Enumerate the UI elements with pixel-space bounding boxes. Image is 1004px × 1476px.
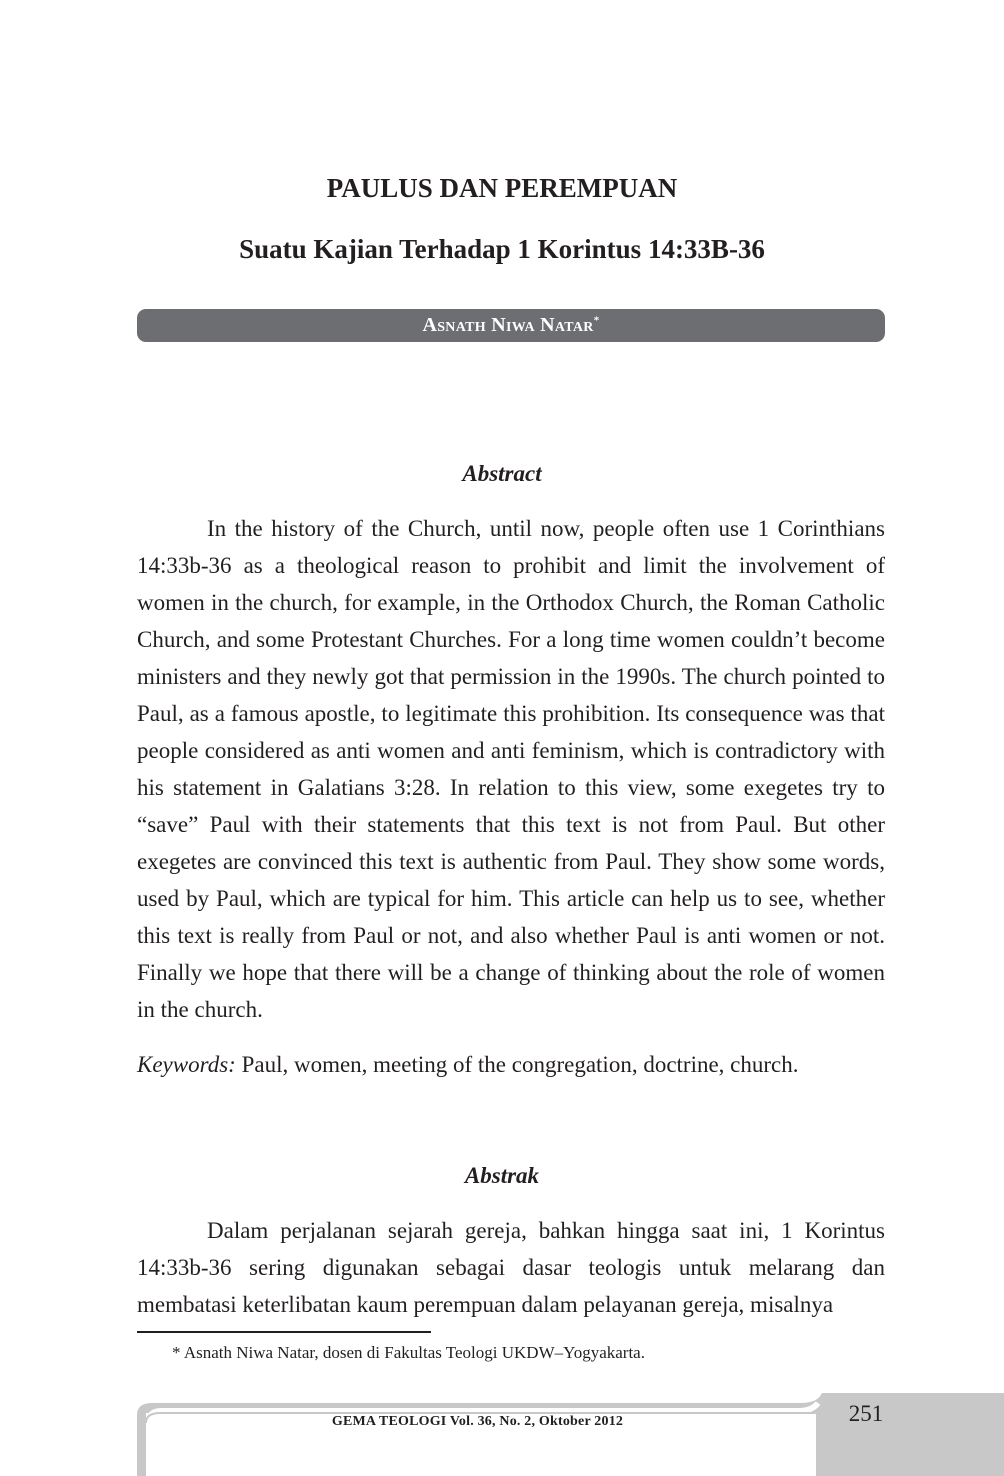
footnote-divider <box>137 1331 431 1333</box>
author-footnote-marker: * <box>593 314 600 327</box>
abstract-paragraph: In the history of the Church, until now, people often use 1 Corinthians 14:33b-36 as a theological reason to prohibit and limit the involvement of women in the church, for example, in the Orthodox Church, the Roman Catholic Church, and some Protestant Churches. For a long time women couldn’t become ministers and they newly got that permission in the 1990s. The church pointed to Paul, as a famous apostle, to legitimate this prohibition. Its consequence was that people considered as anti women and anti feminism, which is contradictory with his statement in Galatians 3:28. In relation to this view, some exegetes try to “save” Paul with their statements that this text is not from Paul. But other exegetes are convinced this text is authentic from Paul. They show some words, used by Paul, which are typical for him. This article can help us to see, whether this text is really from Paul or not, and also whether Paul is anti women or not. Finally we hope that there will be a change of thinking about the role of women in the church. <box>137 516 885 1022</box>
article-title: PAULUS DAN PEREMPUAN <box>326 173 678 203</box>
abstrak-heading: Abstrak <box>464 1163 540 1188</box>
keywords-label: Keywords: <box>137 1052 236 1077</box>
keywords-list: Paul, women, meeting of the congregation, doctrine, church. <box>241 1052 799 1077</box>
abstract-heading: Abstract <box>462 461 542 486</box>
journal-citation: GEMA TEOLOGI Vol. 36, No. 2, Oktober 2012 <box>331 1414 624 1429</box>
author-bar <box>137 309 885 342</box>
footnote-marker: * <box>172 1343 181 1362</box>
page-number: 251 <box>848 1401 884 1426</box>
article-subtitle: Suatu Kajian Terhadap 1 Korintus 14:33B-36 <box>239 234 765 264</box>
keywords-line <box>137 1048 885 1082</box>
author-name: Asnath Niwa Natar <box>422 314 594 336</box>
abstrak-paragraph: Dalam perjalanan sejarah gereja, bahkan hingga saat ini, 1 Korintus 14:33b-36 sering digunakan sebagai dasar teologis untuk melarang dan membatasi keterlibatan kaum perempuan dalam pelayanan gereja, misalnya <box>137 1218 885 1317</box>
footnote <box>172 1341 872 1365</box>
footnote-text: Asnath Niwa Natar, dosen di Fakultas Teologi UKDW–Yogyakarta. <box>183 1343 645 1362</box>
